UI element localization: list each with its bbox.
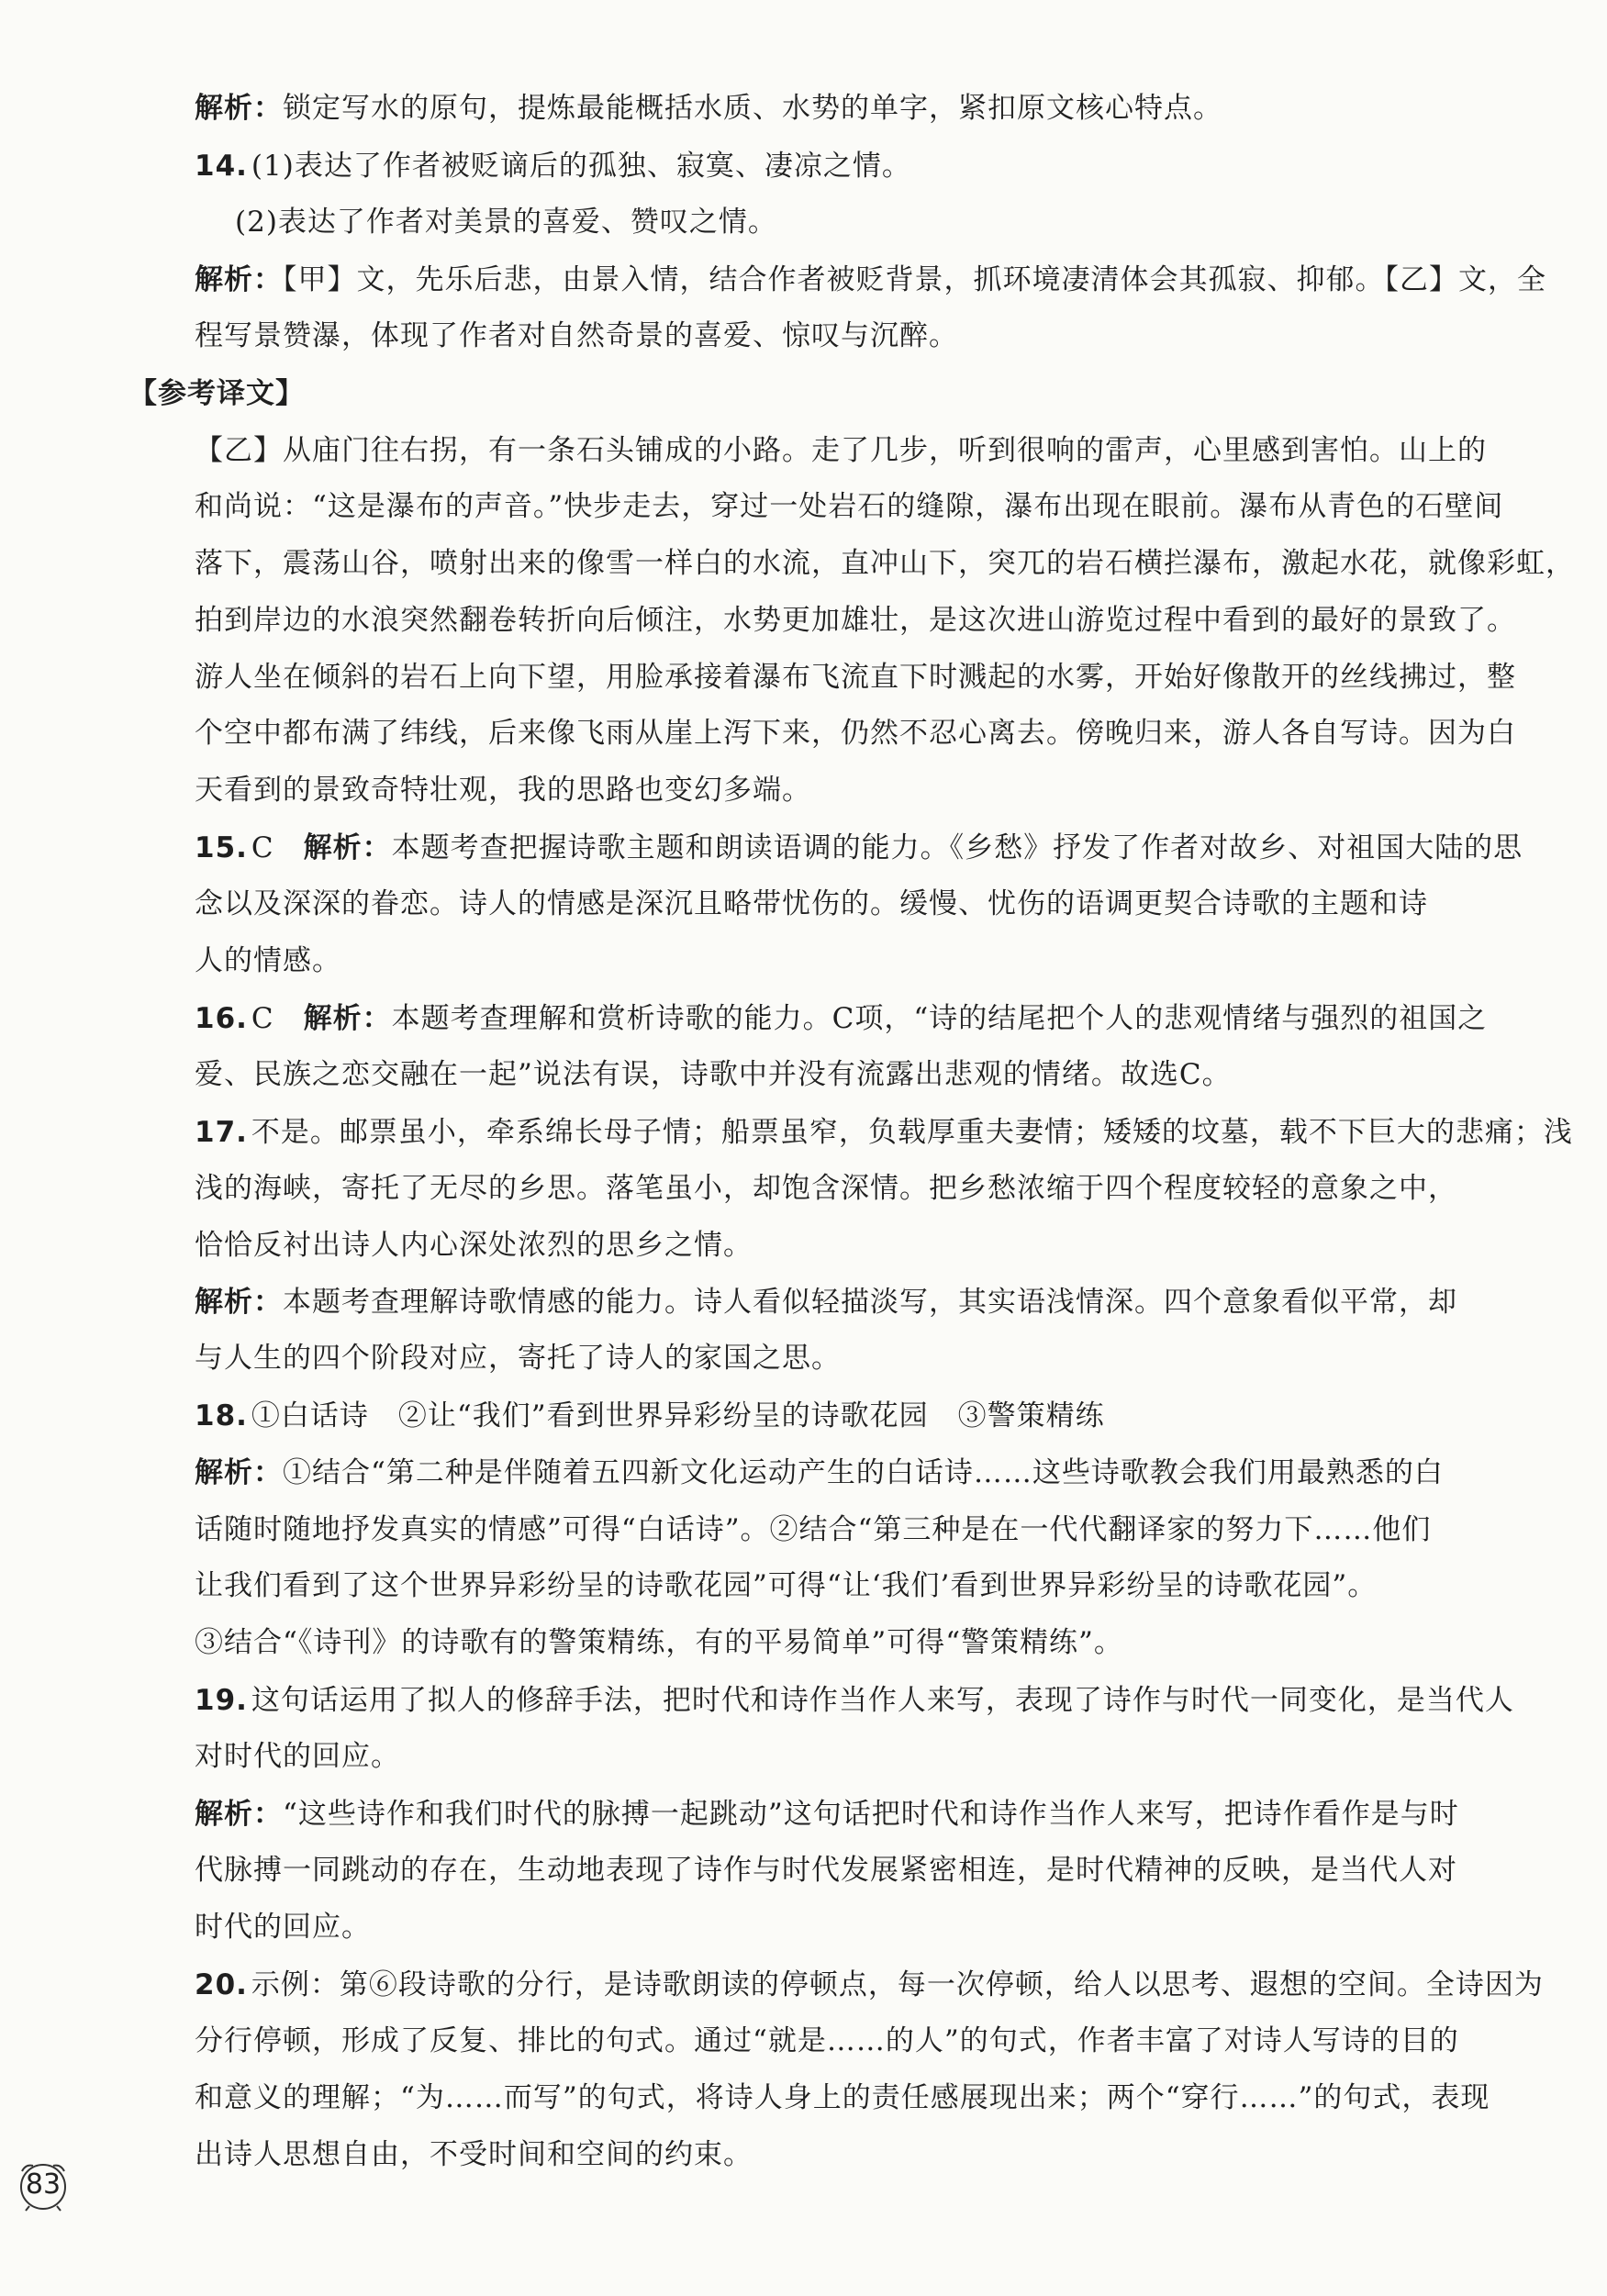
- analysis-label: 解析：: [195, 1456, 283, 1489]
- line-text: 出诗人思想自由，不受时间和空间的约束。: [195, 2138, 753, 2171]
- answer-15-line-3: [195, 942, 341, 980]
- line-text: 分行停顿，形成了反复、排比的句式。通过“就是……的人”的句式，作者丰富了对诗人写诗的目的: [195, 2024, 1459, 2057]
- line-text: 程写景赞瀑，体现了作者对自然奇景的喜爱、惊叹与沉醉。: [195, 319, 958, 352]
- analysis-label: 解析：: [195, 1286, 283, 1319]
- answer-14-line-2: [235, 203, 777, 241]
- answer-19-line-1: [195, 1681, 1514, 1720]
- question-number: 16.: [195, 1002, 248, 1035]
- question-number: 17.: [195, 1116, 248, 1149]
- line-text: 个空中都布满了纬线，后来像飞雨从崖上泻下来，仍然不忍心离去。傍晚归来，游人各自写诗。因为白: [195, 717, 1516, 750]
- line-text: 【甲】文，先乐后悲，由景入情，结合作者被贬背景，抓环境凄清体会其孤寂、抑郁。【乙】文，全: [283, 263, 1546, 296]
- line-text: 锁定写水的原句，提炼最能概括水质、水势的单字，紧扣原文核心特点。: [283, 92, 1222, 125]
- analysis-line-cont: [195, 317, 958, 355]
- line-text: 落下，震荡山谷，喷射出来的像雪一样白的水流，直冲山下，突兀的岩石横拦瀑布，激起水花，就像彩虹，: [195, 547, 1575, 580]
- line-text: 恰恰反衬出诗人内心深处浓烈的思乡之情。: [195, 1229, 753, 1262]
- line-text: 人的情感。: [195, 944, 341, 977]
- line-text: 这句话运用了拟人的修辞手法，把时代和诗作当作人来写，表现了诗作与时代一同变化，是当代人: [251, 1684, 1514, 1717]
- line-text: 和尚说：“这是瀑布的声音。”快步走去，穿过一处岩石的缝隙，瀑布出现在眼前。瀑布从青色的石壁间: [195, 490, 1504, 523]
- analysis-line-cont: [195, 1851, 1457, 1889]
- answer-15-line-1: [195, 829, 1523, 867]
- section-heading: [128, 374, 305, 413]
- answer-17-line-3: [195, 1226, 753, 1265]
- translation-line: [195, 487, 1503, 526]
- line-text: 本题考查理解和赏析诗歌的能力。C项，“诗的结尾把个人的悲观情绪与强烈的祖国之: [391, 1002, 1488, 1035]
- translation-line: [195, 714, 1516, 752]
- page-number: 83: [25, 2168, 61, 2201]
- line-text: 【乙】从庙门往右拐，有一条石头铺成的小路。走了几步，听到很响的雷声，心里感到害怕。山上的: [195, 434, 1487, 467]
- analysis-line: [195, 89, 1222, 128]
- line-text: 本题考查理解诗歌情感的能力。诗人看似轻描淡写，其实语浅情深。四个意象看似平常，却: [283, 1286, 1457, 1319]
- analysis-line: [195, 261, 1546, 299]
- line-text: 话随时随地抒发真实的情感”可得“白话诗”。②结合“第三种是在一代代翻译家的努力下……他们: [195, 1513, 1432, 1546]
- analysis-line-cont: [195, 1566, 1377, 1605]
- line-text: 浅的海峡，寄托了无尽的乡思。落笔虽小，却饱含深情。把乡愁浓缩于四个程度较轻的意象之中，: [195, 1172, 1457, 1205]
- answer-16-line-1: [195, 999, 1487, 1038]
- analysis-line-cont: [195, 1510, 1431, 1549]
- page-number-badge: [13, 2158, 73, 2212]
- answer-17-line-2: [195, 1169, 1457, 1208]
- line-text: ①白话诗 ②让“我们”看到世界异彩纷呈的诗歌花园 ③警策精练: [251, 1399, 1105, 1432]
- section-heading-text: 【参考译文】: [128, 377, 305, 410]
- line-text: ③结合“《诗刊》的诗歌有的警策精练，有的平易简单”可得“警策精练”。: [195, 1626, 1123, 1659]
- line-text: 代脉搏一同跳动的存在，生动地表现了诗作与时代发展紧密相连，是时代精神的反映，是当代人对: [195, 1854, 1457, 1887]
- answer-14-line-1: [195, 147, 911, 185]
- line-text: 游人坐在倾斜的岩石上向下望，用脸承接着瀑布飞流直下时溅起的水雾，开始好像散开的丝线拂过，整: [195, 661, 1516, 694]
- question-number: 18.: [195, 1399, 248, 1432]
- line-text: 与人生的四个阶段对应，寄托了诗人的家国之思。: [195, 1342, 841, 1375]
- answer-20-line-2: [195, 2022, 1459, 2060]
- translation-line: [195, 431, 1487, 470]
- line-text: 本题考查把握诗歌主题和朗读语调的能力。《乡愁》抒发了作者对故乡、对祖国大陆的思: [391, 831, 1523, 864]
- question-number: 14.: [195, 150, 248, 183]
- line-text: (2)表达了作者对美景的喜爱、赞叹之情。: [235, 206, 777, 239]
- analysis-label: 解析：: [195, 263, 283, 296]
- answer-choice: C: [251, 831, 274, 864]
- line-text: 爱、民族之恋交融在一起”说法有误，诗歌中并没有流露出悲观的情绪。故选C。: [195, 1058, 1232, 1091]
- analysis-line-cont: [195, 1908, 371, 1946]
- analysis-label: 解析：: [195, 1798, 283, 1831]
- line-text: 拍到岸边的水浪突然翻卷转折向后倾注，水势更加雄壮，是这次进山游览过程中看到的最好的景致了。: [195, 604, 1516, 637]
- answer-19-line-2: [195, 1737, 400, 1776]
- answer-20-line-3: [195, 2079, 1490, 2117]
- analysis-line: [195, 1283, 1457, 1321]
- line-text: 对时代的回应。: [195, 1740, 400, 1773]
- line-text: 时代的回应。: [195, 1911, 371, 1944]
- question-number: 19.: [195, 1684, 248, 1717]
- analysis-label: 解析：: [303, 1002, 392, 1035]
- answer-17-line-1: [195, 1113, 1573, 1152]
- analysis-label: 解析：: [195, 92, 283, 125]
- answer-20-line-1: [195, 1966, 1544, 2004]
- answer-16-line-2: [195, 1055, 1232, 1094]
- line-text: (1)表达了作者被贬谪后的孤独、寂寞、凄凉之情。: [251, 150, 911, 183]
- analysis-line-cont: [195, 1623, 1123, 1662]
- line-text: 让我们看到了这个世界异彩纷呈的诗歌花园”可得“让‘我们’看到世界异彩纷呈的诗歌花园”。: [195, 1569, 1378, 1602]
- line-text: 示例：第⑥段诗歌的分行，是诗歌朗读的停顿点，每一次停顿，给人以思考、遐想的空间。全诗因为: [251, 1968, 1544, 2001]
- answer-20-line-4: [195, 2135, 753, 2174]
- analysis-label: 解析：: [303, 831, 392, 864]
- answer-15-line-2: [195, 885, 1428, 923]
- answer-18-line-1: [195, 1397, 1105, 1435]
- translation-line: [195, 771, 811, 809]
- line-text: 和意义的理解；“为……而写”的句式，将诗人身上的责任感展现出来；两个“穿行……”的句式，表现: [195, 2081, 1490, 2114]
- translation-line: [195, 658, 1516, 697]
- line-text: 天看到的景致奇特壮观，我的思路也变幻多端。: [195, 774, 811, 807]
- analysis-line-cont: [195, 1339, 841, 1377]
- question-number: 20.: [195, 1968, 248, 2001]
- analysis-line: [195, 1454, 1444, 1492]
- translation-line: [195, 601, 1516, 640]
- analysis-line: [195, 1795, 1459, 1833]
- translation-line: [195, 544, 1575, 583]
- line-text: 念以及深深的眷恋。诗人的情感是深沉且略带忧伤的。缓慢、忧伤的语调更契合诗歌的主题和诗: [195, 887, 1428, 920]
- line-text: 不是。邮票虽小，牵系绵长母子情；船票虽窄，负载厚重夫妻情；矮矮的坟墓，载不下巨大的悲痛；浅: [251, 1116, 1573, 1149]
- line-text: ①结合“第二种是伴随着五四新文化运动产生的白话诗……这些诗歌教会我们用最熟悉的白: [283, 1456, 1444, 1489]
- answer-choice: C: [251, 1002, 274, 1035]
- question-number: 15.: [195, 831, 248, 864]
- line-text: “这些诗作和我们时代的脉搏一起跳动”这句话把时代和诗作当作人来写，把诗作看作是与时: [283, 1798, 1459, 1831]
